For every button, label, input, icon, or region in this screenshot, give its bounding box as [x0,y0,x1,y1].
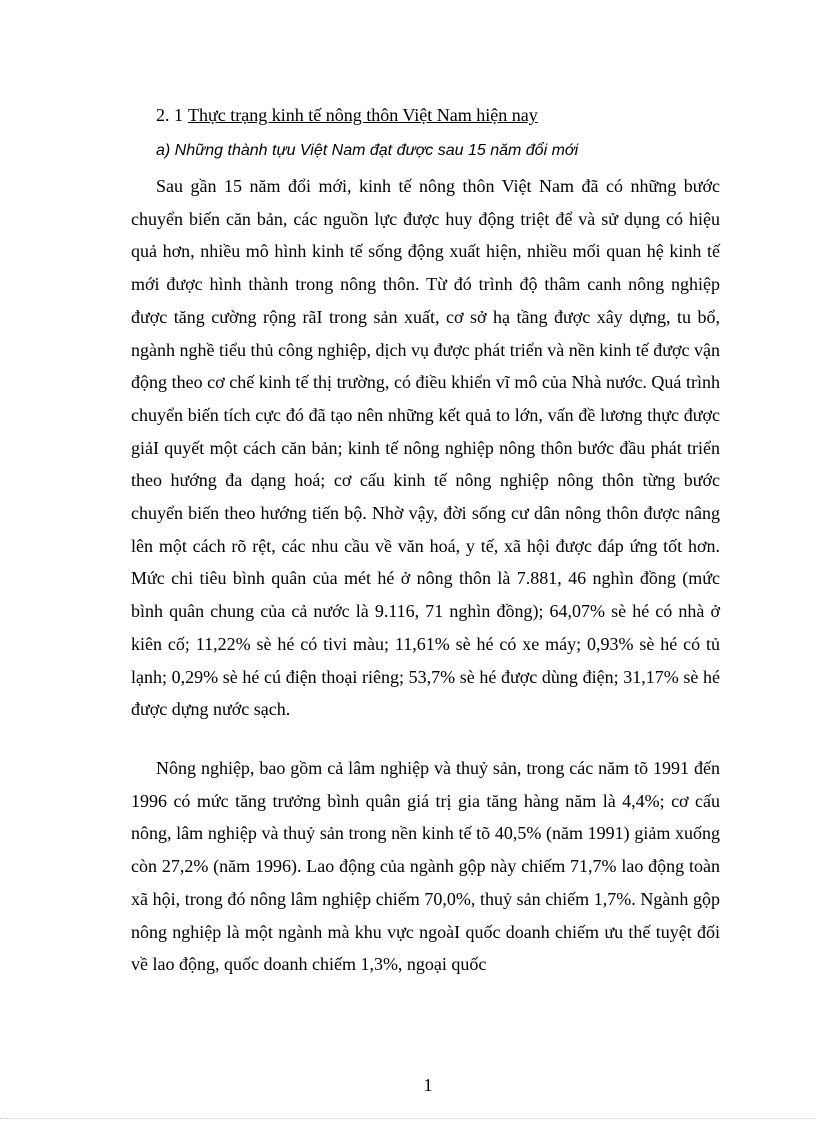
section-subheading: a) Những thành tựu Việt Nam đạt được sau 15 năm đổi mới [156,142,579,159]
page-number: 1 [423,1075,433,1095]
section-number: 2. 1 [156,105,183,125]
section-heading [156,103,538,127]
page-bottom-divider [0,1118,816,1119]
body-paragraph: Nông nghiệp, bao gồm cả lâm nghiệp và thuỷ sản, trong các năm tõ 1991 đến 1996 có mức tăng trưởng bình quân giá trị gia tăng hàng năm là 4,4%; cơ cấu nông, lâm nghiệp và thuỷ sản trong nền kinh tế tõ 40,5% (năm 1991) giảm xuống còn 27,2% (năm 1996). Lao động của ngành gộp này chiếm 71,7% lao động toàn xã hội, trong đó nông lâm nghiệp chiếm 70,0%, thuỷ sản chiếm 1,7%. Ngành gộp nông nghiệp là một ngành mà khu vực ngoàI quốc doanh chiếm ưu thế tuyệt đối về lao động, quốc doanh chiếm 1,3%, ngoại quốc [131,758,720,975]
section-title: Thực trạng kinh tế nông thôn Việt Nam hiện nay [188,105,538,125]
body-paragraph: Sau gần 15 năm đổi mới, kinh tế nông thôn Việt Nam đã có những bước chuyển biến căn bản, các nguồn lực được huy động triệt để và sử dụng có hiệu quả hơn, nhiều mô hình kinh tế sống động xuất hiện, nhiều mối quan hệ kinh tế mới được hình thành trong nông thôn. Từ đó trình độ thâm canh nông nghiệp được tăng cường rộng rãI trong sản xuất, cơ sở hạ tầng được xây dựng, tu bổ, ngành nghề tiểu thủ công nghiệp, dịch vụ được phát triển và nền kinh tế được vận động theo cơ chế kinh tế thị trường, có điều khiển vĩ mô của Nhà nước. Quá trình chuyển biến tích cực đó đã tạo nên những kết quả to lớn, vấn đề lương thực được giảI quyết một cách căn bản; kinh tế nông nghiệp nông thôn bước đầu phát triển theo hướng đa dạng hoá; cơ cấu kinh tế nông nghiệp nông thôn từng bước chuyển biến theo hướng tiến bộ. Nhờ vậy, đời sống cư dân nông thôn được nâng lên một cách rõ rệt, các nhu cầu về văn hoá, y tế, xã hội được đáp ứng tốt hơn. Mức chi tiêu bình quân của mét hé ở nông thôn là 7.881, 46 nghìn đồng (mức bình quân chung của cả nước là 9.116, 71 nghìn đồng); 64,07% sè hé có nhà ở kiên cố; 11,22% sè hé có tivi màu; 11,61% sè hé có xe máy; 0,93% sè hé có tủ lạnh; 0,29% sè hé cú điện thoại riêng; 53,7% sè hé được dùng điện; 31,17% sè hé được dựng nước sạch. [131,176,720,720]
